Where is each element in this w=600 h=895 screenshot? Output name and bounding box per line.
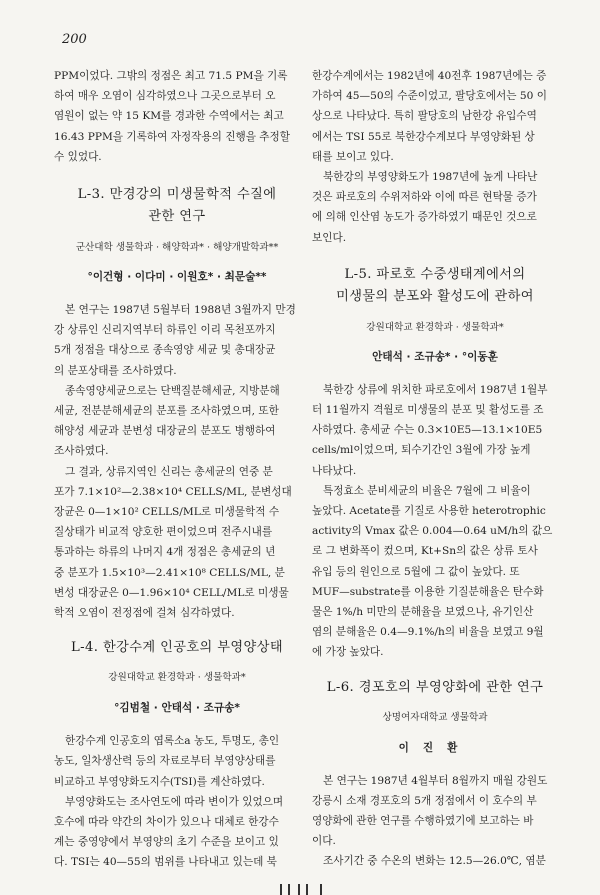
text-line: PPM이었다. 그밖의 정점은 최고 71.5 PM을 기록 [54,70,288,82]
text-line: 부영양화도는 조사연도에 따라 변이가 있었으며 [65,795,284,808]
text-line: 염의 분해율은 0.4—9.1%/h의 비율을 보였고 9월 [312,626,544,639]
text-line: activity의 Vmax 값은 0.004—0.64 uM/h의 값으 [312,525,553,538]
text-line: 농도, 일차생산력 등의 자료로부터 부영양상태를 [54,755,276,768]
text-line: 유입 등의 원인으로 5월에 그 값이 높았다. 또 [312,565,520,578]
text-line: 다. TSI는 40—55의 범위를 나타내고 있는데 북 [54,856,277,869]
right-column [312,66,558,872]
text-line: 에서는 TSI 55로 북한강수계보다 부영양화된 상 [312,130,535,143]
authors: 이진환 [398,741,472,754]
text-line: 변성 대장균은 0—1.96×10⁴ CELL/ML로 미생물 [54,586,289,599]
binding-mark [298,884,300,895]
text-line: 16.43 PPM을 기록하여 자정작용의 진행을 추정할 [54,130,291,143]
text-line: 조사하였다. [54,445,109,458]
text-line: 계는 중영양에서 부영양의 초기 수준을 보이고 있 [54,836,279,849]
affiliation: 상명여자대학교 생물학과 [382,711,488,723]
text-line: 수 있었다. [54,150,102,163]
text-line: 나타났다. [312,464,357,477]
page-number: 200 [62,32,87,47]
text-line: 중 분포가 1.5×10³—2.41×10⁸ CELLS/ML, 분 [54,566,285,579]
binding-mark [280,884,282,895]
text-line: 본 연구는 1987년 5월부터 1988년 3월까지 만경 [65,304,296,317]
text-line: 그 결과, 상류지역인 신리는 총세균의 연중 분 [65,465,273,478]
text-line: 북한강 상류에 위치한 파로호에서 1987년 1월부 [323,383,548,396]
affiliation: 군산대학 생물학과 · 해양학과* · 해양개발학과** [75,242,279,254]
binding-mark [288,884,290,895]
text-line: 에 가장 높았다. [312,646,384,659]
text-line: 비교하고 부영양화도지수(TSI)를 계산하였다. [54,775,265,788]
left-column [54,66,300,873]
section-title: L-3. 만경강의 미생물학적 수질에 [77,187,277,203]
authors: °김범철 · 안태석 · 조규송* [114,702,240,715]
text-line: 특정효소 분비세균의 비율은 7월에 그 비율이 [323,484,531,497]
text-line: 해양성 세균과 분변성 대장균의 분포도 병행하여 [54,425,276,438]
section-title: L-4. 한강수계 인공호의 부영양상태 [71,640,283,656]
text-line: 5개 정점을 대상으로 종속영양 세균 및 총대장균 [54,344,276,357]
binding-marks [276,884,336,895]
authors: °이건형 · 이다미 · 이원호* · 최문술** [87,271,267,284]
text-line: 통과하는 하류의 나머지 4개 정점은 총세균의 년 [54,546,276,559]
text-line: 사하였다. 총세균 수는 0.3×10E5—13.1×10E5 [312,424,543,437]
text-line: 포가 7.1×10²—2.38×10⁴ CELLS/ML, 분변성대 [54,485,292,498]
section-l6 [312,677,558,872]
right-intro-paragraph [312,66,558,248]
binding-mark [320,884,322,895]
left-intro-paragraph [54,66,300,167]
affiliation: 강원대학교 환경학과 · 생물학과* [108,672,246,684]
text-line: 물은 1%/h 미만의 분해율을 보였으나, 유기인산 [312,606,534,619]
section-title: 관한 연구 [148,209,206,225]
text-line: 강 상류인 신리지역부터 하류인 이리 목천포까지 [54,324,276,337]
text-line: 본 연구는 1987년 4월부터 8월까지 매월 강원도 [323,774,548,787]
section-title: 미생물의 분포와 활성도에 관하여 [336,288,534,304]
section-title: L-6. 경포호의 부영양화에 관한 연구 [326,679,544,695]
text-line: 영양화에 관한 연구를 수행하였기에 보고하는 바 [312,815,534,828]
authors: 안태석 · 조규송* · °이동훈 [372,350,498,363]
text-line: 호수에 따라 약간의 차이가 있으나 대체로 한강수 [54,816,279,829]
text-line: 의 분포상태를 조사하였다. [54,364,177,377]
affiliation: 강원대학교 환경학과 · 생물학과* [366,321,504,333]
text-line: MUF—substrate를 이용한 기질분해율은 탄수화 [312,585,544,598]
text-line: 로 그 변화폭이 컸으며, Kt+Sn의 값은 상류 토사 [312,545,538,558]
section-l5 [312,264,558,663]
text-line: 하여 매우 오염이 심각하였으나 그곳으로부터 오 [54,90,276,103]
text-line: 터 11월까지 격월로 미생물의 분포 및 활성도를 조 [312,404,544,417]
text-line: 북한강의 부영양화도가 1987년에 높게 나타난 [323,171,538,184]
text-line: 강릉시 소재 경포호의 5개 정점에서 이 호수의 부 [312,794,537,807]
text-line: 조사기간 중 수온의 변화는 12.5—26.0℃, 염분 [323,855,546,868]
text-line: 에 의해 인산염 농도가 증가하였기 때문인 것으로 [312,211,537,224]
text-line: 한강수계에서는 1982년에 40전후 1987년에는 증 [312,70,547,82]
text-line: 보인다. [312,231,347,244]
text-line: 세균, 전분분해세균의 분포를 조사하였으며, 또한 [54,405,279,418]
text-line: 태를 보이고 있다. [312,150,394,163]
text-line: 이다. [312,835,336,848]
text-line: cells/ml이었으며, 퇴수기간인 3월에 가장 높게 [312,444,531,457]
section-title: L-5. 파로호 수중생태계에서의 [344,266,526,282]
text-line: 학적 오염이 전정점에 걸쳐 심각하였다. [54,607,235,620]
text-line: 가하여 45—50의 수준이었고, 팔당호에서는 50 이 [312,90,547,103]
text-line: 염원이 없는 약 15 KM를 경과한 수역에서는 최고 [54,110,284,123]
binding-mark [306,884,308,895]
text-line: 종속영양세균으로는 단백질분해세균, 지방분해 [65,384,280,397]
text-line: 높았다. Acetate를 기질로 사용한 heterotrophic [312,505,546,518]
section-l3 [54,184,300,623]
text-line: 한강수계 인공호의 엽록소a 농도, 투명도, 총인 [65,735,280,748]
text-line: 상으로 나타났다. 특히 팔당호의 남한강 유입수역 [312,110,537,123]
text-line: 것은 파로호의 수위저하와 이에 따른 현탁물 증가 [312,191,537,204]
section-l4 [54,637,300,872]
text-line: 장균은 0—1×10² CELLS/ML로 미생물학적 수 [54,506,280,519]
text-line: 질상태가 비교적 양호한 편이었으며 전주시내를 [54,526,273,539]
